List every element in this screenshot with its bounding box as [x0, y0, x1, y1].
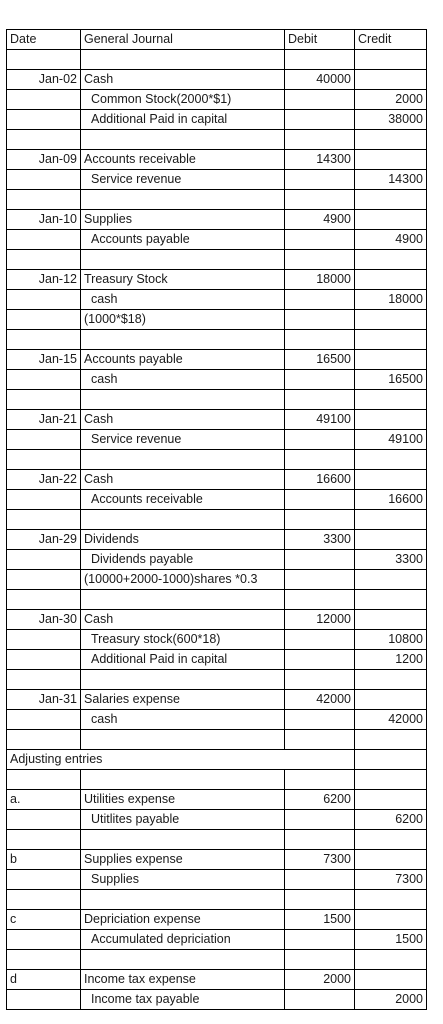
journal-entry-row: [7, 850, 427, 870]
credit-cell: [355, 350, 427, 370]
account-cell: Cash: [81, 410, 285, 430]
empty-cell: [285, 590, 355, 610]
empty-cell: [7, 390, 81, 410]
journal-entry-row: [7, 70, 427, 90]
header-row: [7, 30, 427, 50]
debit-cell: 7300: [285, 850, 355, 870]
debit-cell: [285, 570, 355, 590]
debit-cell: [285, 930, 355, 950]
journal-entry-row: [7, 470, 427, 490]
blank-row: [7, 330, 427, 350]
empty-cell: [81, 190, 285, 210]
credit-cell: [355, 410, 427, 430]
account-cell: Treasury stock(600*18): [81, 630, 285, 650]
blank-row: [7, 730, 427, 750]
entry-date-cell: [7, 990, 81, 1010]
empty-cell: [355, 190, 427, 210]
account-cell: Accounts payable: [81, 230, 285, 250]
entry-date-cell: Jan-29: [7, 530, 81, 550]
entry-date-cell: [7, 630, 81, 650]
entry-date-cell: Jan-30: [7, 610, 81, 630]
debit-cell: 16500: [285, 350, 355, 370]
blank-row: [7, 590, 427, 610]
journal-rows: [7, 50, 427, 1010]
empty-cell: [81, 730, 285, 750]
journal-entry-row: [7, 810, 427, 830]
empty-cell: [355, 730, 427, 750]
credit-cell: 7300: [355, 870, 427, 890]
empty-cell: [285, 450, 355, 470]
journal-entry-row: [7, 150, 427, 170]
debit-cell: 40000: [285, 70, 355, 90]
empty-cell: [355, 330, 427, 350]
empty-cell: [355, 50, 427, 70]
empty-cell: [81, 390, 285, 410]
journal-entry-row: [7, 110, 427, 130]
debit-cell: [285, 310, 355, 330]
credit-cell: [355, 970, 427, 990]
empty-cell: [355, 510, 427, 530]
general-journal-table: [6, 29, 427, 1010]
debit-cell: [285, 710, 355, 730]
credit-cell: 4900: [355, 230, 427, 250]
debit-cell: [285, 90, 355, 110]
blank-row: [7, 770, 427, 790]
empty-cell: [81, 670, 285, 690]
entry-date-cell: [7, 490, 81, 510]
entry-date-cell: b: [7, 850, 81, 870]
account-cell: Additional Paid in capital: [81, 650, 285, 670]
debit-cell: 2000: [285, 970, 355, 990]
entry-date-cell: [7, 810, 81, 830]
entry-date-cell: c: [7, 910, 81, 930]
empty-cell: [7, 250, 81, 270]
blank-row: [7, 390, 427, 410]
empty-cell: [7, 130, 81, 150]
entry-date-cell: [7, 430, 81, 450]
blank-row: [7, 50, 427, 70]
empty-cell: [285, 130, 355, 150]
empty-cell: [81, 890, 285, 910]
credit-column-header: Credit: [355, 30, 427, 50]
credit-cell: 6200: [355, 810, 427, 830]
credit-cell: [355, 910, 427, 930]
debit-cell: 12000: [285, 610, 355, 630]
debit-column-header: Debit: [285, 30, 355, 50]
credit-cell: 10800: [355, 630, 427, 650]
account-cell: Treasury Stock: [81, 270, 285, 290]
account-cell: Depriciation expense: [81, 910, 285, 930]
empty-cell: [285, 50, 355, 70]
debit-cell: [285, 370, 355, 390]
debit-cell: [285, 170, 355, 190]
credit-cell: 2000: [355, 90, 427, 110]
account-cell: cash: [81, 370, 285, 390]
debit-cell: [285, 110, 355, 130]
account-cell: Supplies: [81, 870, 285, 890]
empty-cell: [7, 770, 81, 790]
empty-cell: [355, 390, 427, 410]
empty-cell: [81, 770, 285, 790]
blank-row: [7, 890, 427, 910]
account-cell: Salaries expense: [81, 690, 285, 710]
account-cell: Supplies: [81, 210, 285, 230]
journal-entry-row: [7, 430, 427, 450]
debit-cell: [285, 290, 355, 310]
account-cell: Supplies expense: [81, 850, 285, 870]
blank-row: [7, 130, 427, 150]
empty-cell: [81, 450, 285, 470]
empty-cell: [7, 670, 81, 690]
debit-cell: 6200: [285, 790, 355, 810]
account-cell: Cash: [81, 470, 285, 490]
account-cell: (10000+2000-1000)shares *0.3: [81, 570, 285, 590]
journal-entry-row: [7, 610, 427, 630]
empty-cell: [285, 950, 355, 970]
empty-cell: [81, 510, 285, 530]
journal-entry-row: [7, 490, 427, 510]
empty-cell: [7, 730, 81, 750]
entry-date-cell: Jan-21: [7, 410, 81, 430]
account-cell: Service revenue: [81, 430, 285, 450]
entry-date-cell: Jan-09: [7, 150, 81, 170]
empty-cell: [7, 510, 81, 530]
account-cell: Accounts receivable: [81, 150, 285, 170]
empty-cell: [7, 50, 81, 70]
empty-cell: [81, 950, 285, 970]
journal-entry-row: [7, 90, 427, 110]
debit-cell: 14300: [285, 150, 355, 170]
credit-cell: 3300: [355, 550, 427, 570]
credit-cell: 18000: [355, 290, 427, 310]
entry-date-cell: [7, 870, 81, 890]
debit-cell: [285, 430, 355, 450]
journal-entry-row: [7, 630, 427, 650]
empty-cell: [285, 330, 355, 350]
blank-row: [7, 670, 427, 690]
account-cell: (1000*$18): [81, 310, 285, 330]
empty-cell: [355, 670, 427, 690]
entry-date-cell: [7, 290, 81, 310]
journal-entry-row: [7, 310, 427, 330]
debit-cell: [285, 870, 355, 890]
entry-date-cell: [7, 930, 81, 950]
journal-entry-row: [7, 290, 427, 310]
entry-date-cell: [7, 110, 81, 130]
credit-cell: 2000: [355, 990, 427, 1010]
journal-entry-row: [7, 870, 427, 890]
entry-date-cell: [7, 710, 81, 730]
credit-cell: [355, 210, 427, 230]
empty-cell: [355, 450, 427, 470]
debit-cell: 3300: [285, 530, 355, 550]
journal-entry-row: [7, 790, 427, 810]
entry-date-cell: [7, 370, 81, 390]
entry-date-cell: [7, 90, 81, 110]
journal-entry-row: [7, 410, 427, 430]
debit-cell: [285, 550, 355, 570]
empty-cell: [285, 510, 355, 530]
debit-cell: [285, 810, 355, 830]
credit-cell: [355, 470, 427, 490]
credit-cell: [355, 610, 427, 630]
entry-date-cell: [7, 570, 81, 590]
entry-date-cell: [7, 310, 81, 330]
credit-cell: 1200: [355, 650, 427, 670]
journal-entry-row: [7, 550, 427, 570]
empty-cell: [7, 330, 81, 350]
blank-row: [7, 190, 427, 210]
credit-cell: [355, 690, 427, 710]
account-cell: Utitlites payable: [81, 810, 285, 830]
account-cell: Accounts receivable: [81, 490, 285, 510]
entry-date-cell: Jan-10: [7, 210, 81, 230]
empty-cell: [285, 670, 355, 690]
empty-cell: [285, 390, 355, 410]
empty-cell: [355, 250, 427, 270]
credit-cell: [355, 70, 427, 90]
empty-cell: [81, 250, 285, 270]
account-cell: Common Stock(2000*$1): [81, 90, 285, 110]
empty-cell: [355, 770, 427, 790]
entry-date-cell: [7, 230, 81, 250]
blank-row: [7, 450, 427, 470]
debit-cell: 18000: [285, 270, 355, 290]
empty-cell: [81, 830, 285, 850]
empty-cell: [7, 890, 81, 910]
empty-cell: [355, 890, 427, 910]
entry-date-cell: Jan-15: [7, 350, 81, 370]
empty-cell: [355, 130, 427, 150]
entry-date-cell: [7, 550, 81, 570]
entry-date-cell: Jan-02: [7, 70, 81, 90]
empty-cell: [285, 750, 355, 770]
entry-date-cell: [7, 650, 81, 670]
entry-date-cell: d: [7, 970, 81, 990]
empty-cell: [355, 590, 427, 610]
journal-entry-row: [7, 910, 427, 930]
journal-entry-row: [7, 990, 427, 1010]
account-cell: Accumulated depriciation: [81, 930, 285, 950]
account-cell: Service revenue: [81, 170, 285, 190]
account-cell: Cash: [81, 610, 285, 630]
credit-cell: [355, 310, 427, 330]
account-cell: Cash: [81, 70, 285, 90]
debit-cell: [285, 650, 355, 670]
debit-cell: [285, 990, 355, 1010]
blank-row: [7, 830, 427, 850]
entry-date-cell: Jan-12: [7, 270, 81, 290]
account-cell: Income tax payable: [81, 990, 285, 1010]
account-cell: Dividends payable: [81, 550, 285, 570]
account-cell: cash: [81, 710, 285, 730]
credit-cell: 16500: [355, 370, 427, 390]
debit-cell: 42000: [285, 690, 355, 710]
entry-date-cell: [7, 170, 81, 190]
journal-entry-row: [7, 230, 427, 250]
blank-row: [7, 250, 427, 270]
empty-cell: [285, 830, 355, 850]
journal-entry-row: [7, 270, 427, 290]
account-cell: Income tax expense: [81, 970, 285, 990]
account-cell: Utilities expense: [81, 790, 285, 810]
empty-cell: [355, 950, 427, 970]
empty-cell: [285, 770, 355, 790]
journal-entry-row: [7, 710, 427, 730]
debit-cell: [285, 230, 355, 250]
journal-entry-row: [7, 370, 427, 390]
account-cell: Dividends: [81, 530, 285, 550]
debit-cell: 1500: [285, 910, 355, 930]
empty-cell: [7, 590, 81, 610]
credit-cell: 1500: [355, 930, 427, 950]
section-row: [7, 750, 427, 770]
empty-cell: [7, 450, 81, 470]
credit-cell: [355, 790, 427, 810]
empty-cell: [285, 730, 355, 750]
empty-cell: [285, 890, 355, 910]
journal-entry-row: [7, 170, 427, 190]
credit-cell: [355, 150, 427, 170]
credit-cell: 14300: [355, 170, 427, 190]
debit-cell: 4900: [285, 210, 355, 230]
empty-cell: [355, 830, 427, 850]
journal-entry-row: [7, 930, 427, 950]
account-cell: Additional Paid in capital: [81, 110, 285, 130]
empty-cell: [355, 750, 427, 770]
journal-entry-row: [7, 570, 427, 590]
credit-cell: 16600: [355, 490, 427, 510]
account-cell: cash: [81, 290, 285, 310]
empty-cell: [81, 590, 285, 610]
section-label: Adjusting entries: [7, 750, 285, 770]
credit-cell: [355, 270, 427, 290]
credit-cell: [355, 530, 427, 550]
empty-cell: [285, 250, 355, 270]
entry-date-cell: Jan-31: [7, 690, 81, 710]
blank-row: [7, 510, 427, 530]
empty-cell: [81, 330, 285, 350]
debit-cell: 49100: [285, 410, 355, 430]
credit-cell: [355, 850, 427, 870]
credit-cell: 49100: [355, 430, 427, 450]
credit-cell: 38000: [355, 110, 427, 130]
empty-cell: [7, 950, 81, 970]
empty-cell: [285, 190, 355, 210]
journal-entry-row: [7, 970, 427, 990]
journal-column-header: General Journal: [81, 30, 285, 50]
empty-cell: [7, 830, 81, 850]
entry-date-cell: a.: [7, 790, 81, 810]
blank-row: [7, 950, 427, 970]
account-cell: Accounts payable: [81, 350, 285, 370]
entry-date-cell: Jan-22: [7, 470, 81, 490]
debit-cell: [285, 630, 355, 650]
debit-cell: [285, 490, 355, 510]
journal-entry-row: [7, 650, 427, 670]
empty-cell: [81, 130, 285, 150]
journal-entry-row: [7, 210, 427, 230]
empty-cell: [7, 190, 81, 210]
journal-entry-row: [7, 690, 427, 710]
empty-cell: [81, 50, 285, 70]
credit-cell: [355, 570, 427, 590]
journal-entry-row: [7, 350, 427, 370]
date-column-header: Date: [7, 30, 81, 50]
debit-cell: 16600: [285, 470, 355, 490]
journal-entry-row: [7, 530, 427, 550]
credit-cell: 42000: [355, 710, 427, 730]
